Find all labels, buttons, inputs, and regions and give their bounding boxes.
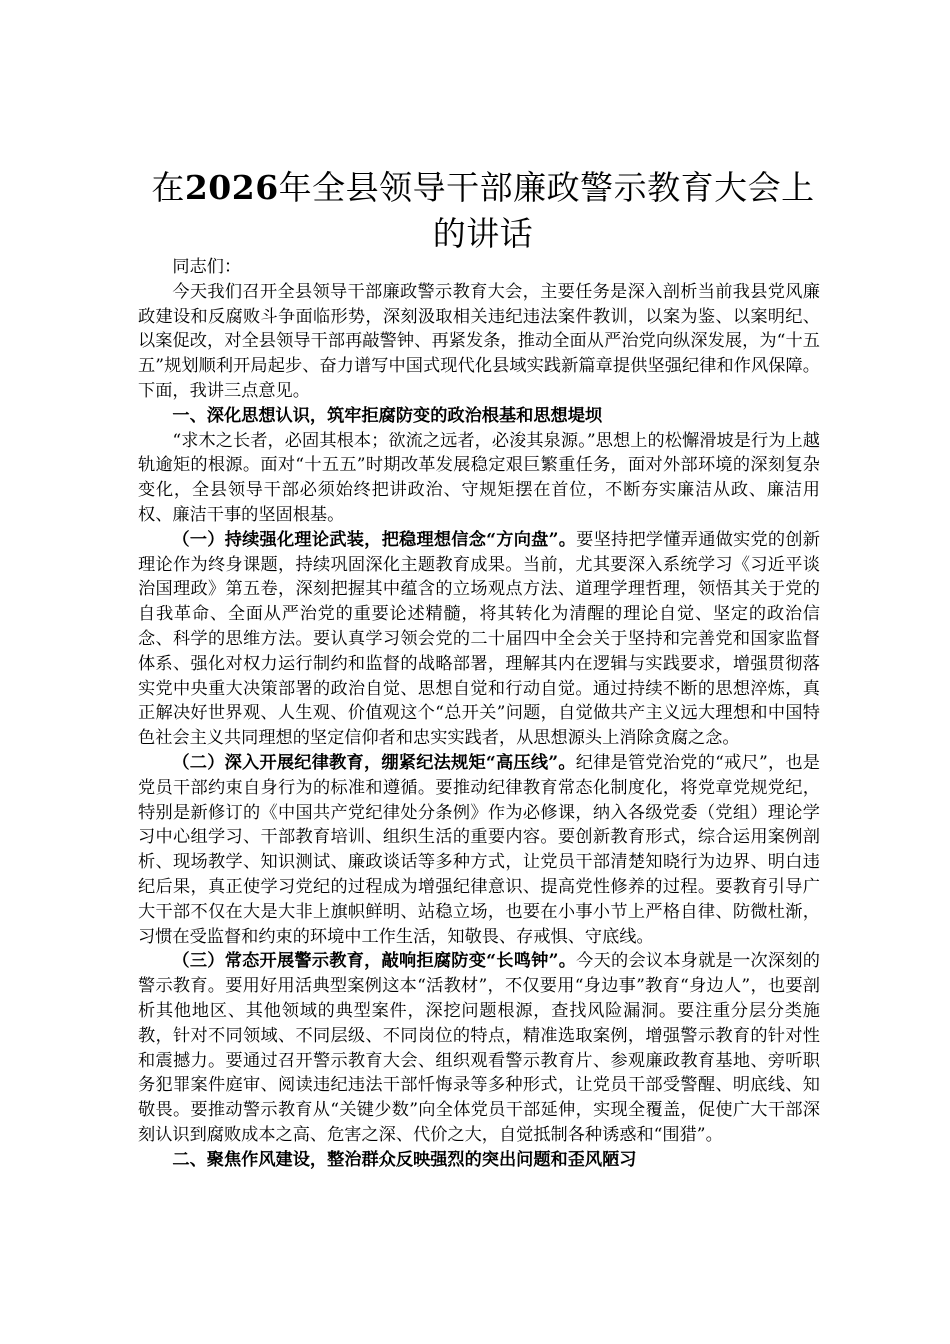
item-1-paragraph — [138, 528, 820, 751]
item-2-text: 纪律是管党治党的“戒尺”，也是党员干部约束自身行为的标准和遵循。要推动纪律教育常态化制度化，将党章党规党纪，特别是新修订的《中国共产党纪律处分条例》作为必修课，纳入各级党委（党组）理论学习中心组学习、干部教育培训、组织生活的重要内容。要创新教育形式，综合运用案例剖析、现场教学、知识测试、廉政谈话等多种方式，让党员干部清楚知晓行为边界、明白违纪后果，真正使学习党纪的过程成为增强纪律意识、提高党性修养的过程。要教育引导广大干部不仅在大是大非上旗帜鲜明、站稳立场，也要在小事小节上严格自律、防微杜渐，习惯在受监督和约束的环境中工作生活，知敬畏、存戒惧、守底线。 — [138, 752, 820, 947]
intro-paragraph: 今天我们召开全县领导干部廉政警示教育大会，主要任务是深入剖析当前我县党风廉政建设和反腐败斗争面临形势，深刻汲取相关违纪违法案件教训，以案为鉴、以案明纪、以案促改，对全县领导干部再敲警钟、再紧发条，推动全面从严治党向纵深发展，为“十五五”规划顺利开局起步、奋力谱写中国式现代化县域实践新篇章提供坚强纪律和作风保障。下面，我讲三点意见。 — [138, 281, 820, 401]
document-body — [138, 255, 820, 1172]
item-3-lead: （三）常态开展警示教育，敲响拒腐防变“长鸣钟”。 — [172, 951, 577, 972]
item-3-text: 今天的会议本身就是一次深刻的警示教育。要用好用活典型案例这本“活教材”，不仅要用“身边事”教育“身边人”，也要剖析其他地区、其他领域的典型案件，深挖问题根源，查找风险漏洞。要注重分层分类施教，针对不同领域、不同层级、不同岗位的特点，精准选取案例，增强警示教育的针对性和震撼力。要通过召开警示教育大会、组织观看警示教育片、参观廉政教育基地、旁听职务犯罪案件庭审、阅读违纪违法干部忏悔录等多种形式，让党员干部受警醒、明底线、知敬畏。要推动警示教育从“关键少数”向全体党员干部延伸，实现全覆盖，促使广大干部深刻认识到腐败成本之高、危害之深、代价之大，自觉抵制各种诱惑和“围猎”。 — [138, 951, 820, 1145]
item-1-text: 要坚持把学懂弄通做实党的创新理论作为终身课题，持续巩固深化主题教育成果。当前，尤其要深入系统学习《习近平谈治国理政》第五卷，深刻把握其中蕴含的立场观点方法、道理学理哲理，领悟其关于党的自我革命、全面从严治党的重要论述精髓，将其转化为清醒的理论自觉、坚定的政治信念、科学的思维方法。要认真学习领会党的二十届四中全会关于坚持和完善党和国家监督体系、强化对权力运行制约和监督的战略部署，理解其内在逻辑与实践要求，增强贯彻落实党中央重大决策部署的政治自觉、思想自觉和行动自觉。通过持续不断的思想淬炼，真正解决好世界观、人生观、价值观这个“总开关”问题，自觉做共产主义远大理想和中国特色社会主义共同理想的坚定信仰者和忠实实践者，从思想源头上消除贪腐之念。 — [138, 529, 820, 749]
item-2-paragraph — [138, 751, 820, 949]
title-rest: 年全县领导干部廉政警示教育大会上的讲话 — [278, 168, 815, 253]
section-1-heading: 一、深化思想认识，筑牢拒腐防变的政治根基和思想堤坝 — [172, 405, 603, 426]
document-title — [138, 165, 828, 257]
section-1-paragraph: “求木之长者，必固其根本；欲流之远者，必浚其泉源。”思想上的松懈滑坡是行为上越轨逾矩的根源。面对“十五五”时期改革发展稳定艰巨繁重任务，面对外部环境的深刻复杂变化，全县领导干部必须始终把讲政治、守规矩摆在首位，不断夯实廉洁从政、廉洁用权、廉洁干事的坚固根基。 — [138, 430, 820, 525]
item-2-lead: （二）深入开展纪律教育，绷紧纪法规矩“高压线”。 — [172, 752, 576, 773]
title-year: 2026 — [184, 168, 279, 207]
item-1-lead: （一）持续强化理论武装，把稳理想信念“方向盘”。 — [172, 529, 577, 550]
salutation: 同志们： — [172, 257, 242, 277]
item-3-paragraph — [138, 949, 820, 1147]
section-2-heading: 二、聚焦作风建设，整治群众反映强烈的突出问题和歪风陋习 — [172, 1149, 637, 1170]
title-prefix: 在 — [151, 168, 185, 207]
